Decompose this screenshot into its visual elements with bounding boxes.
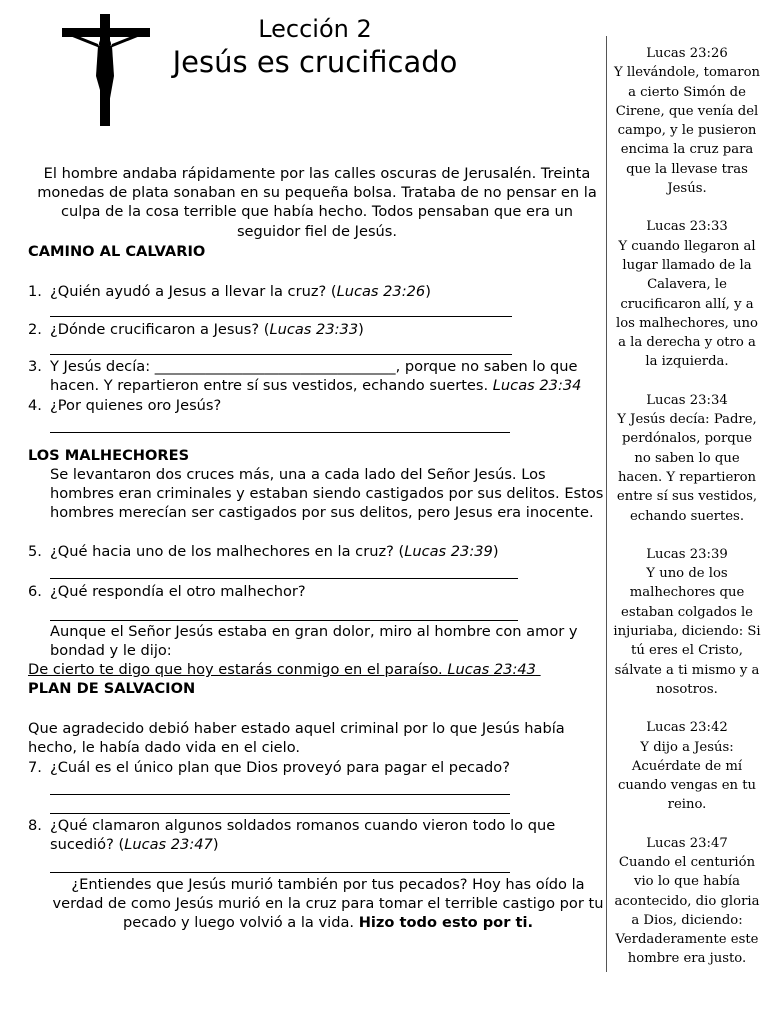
question-text: ¿Qué hacia uno de los malhechores en la cruz? ( (50, 543, 405, 560)
question-number: 5. (28, 543, 42, 560)
question-number: 8. (28, 817, 42, 834)
answer-line-2[interactable] (50, 354, 512, 355)
verse-block (612, 391, 762, 526)
lesson-number: Lección 2 (258, 15, 372, 43)
question-text: ¿Dónde crucificaron a Jesus? ( (50, 321, 270, 338)
verse-ref: Lucas 23:39 (646, 546, 728, 562)
question-text-cont: , porque no saben lo que hacen. Y repartieron entre sí sus vestidos, echando suertes. (50, 358, 578, 395)
section-heading-salvacion: PLAN DE SALVACION (28, 680, 196, 697)
answer-line-7a[interactable] (50, 794, 510, 795)
question-text: ¿Por quienes oro Jesús? (50, 397, 222, 414)
answer-line-8[interactable] (50, 872, 510, 873)
paren-close: ) (425, 283, 431, 300)
section-heading-calvario: CAMINO AL CALVARIO (28, 243, 206, 260)
verse-text: Cuando el centurión vio lo que había acontecido, dio gloria a Dios, diciendo: Verdaderamente este hombre era justo. (614, 854, 760, 967)
verse-block (612, 718, 762, 814)
answer-line-5[interactable] (50, 578, 518, 579)
verse-ref: Lucas 23:33 (646, 219, 728, 235)
malhechores-paragraph: Se levantaron dos cruces más, una a cada lado del Señor Jesús. Los hombres eran criminales y estaban siendo castigados por sus delitos. Estos hombres merecían ser castigados por sus delitos, pero Jesus era inocente. (50, 466, 604, 522)
verse-text: Y uno de los malhechores que estaban colgados le injuriaba, diciendo: Si tú eres el Cristo, sálvate a ti mismo y a nosotros. (613, 566, 761, 697)
question-text: ¿Qué respondía el otro malhechor? (50, 583, 306, 600)
answer-line-7b[interactable] (50, 813, 510, 814)
section-heading-malhechores: LOS MALHECHORES (28, 447, 190, 464)
question-3 (28, 357, 606, 395)
paradise-quote (28, 660, 606, 679)
closing-text: ¿Entiendes que Jesús murió también por tus pecados? Hoy has oído la verdad de como Jesús murió en la cruz para tomar el terrible castigo por tu pecado y luego volvió a la vida. (52, 876, 604, 932)
question-number: 4. (28, 397, 42, 414)
verse-reference: Lucas 23:39 (404, 543, 493, 560)
paren-close: ) (212, 836, 219, 854)
paren-close: ) (358, 321, 364, 338)
question-2 (28, 320, 606, 339)
verse-block (612, 44, 762, 198)
question-number: 2. (28, 321, 42, 338)
quote-text: De cierto te digo que hoy estarás conmigo en el paraíso. (28, 661, 448, 678)
verse-reference: Lucas 23:33 (269, 321, 359, 338)
question-4 (28, 396, 606, 415)
page-title: Jesús es crucificado (172, 45, 458, 79)
verse-block (612, 217, 762, 371)
question-5 (28, 542, 606, 561)
verse-text: Y cuando llegaron al lugar llamado de la Calavera, le crucificaron allí, y a los malhechores, uno a la derecha y otro a la izquierda. (615, 238, 758, 370)
answer-line-1[interactable] (50, 316, 512, 317)
answer-line-6[interactable] (50, 620, 518, 621)
paren-close: ) (492, 543, 499, 560)
question-number: 6. (28, 583, 42, 600)
question-6 (28, 582, 606, 601)
verse-text: Y llevándole, tomaron a cierto Simón de Cirene, que venía del campo, y le pusieron encima la cruz para que la llevase tras Jesús. (613, 65, 761, 197)
verse-reference: Lucas 23:43 (447, 661, 536, 678)
question-1 (28, 282, 606, 301)
question-text: Y Jesús decía: (50, 358, 155, 375)
question-number: 3. (28, 358, 42, 375)
question-number: 7. (28, 759, 42, 776)
verse-reference: Lucas 23:26 (336, 283, 426, 300)
question-8 (28, 816, 606, 854)
salvacion-paragraph: Que agradecido debió haber estado aquel criminal por lo que Jesús había hecho, le había dado vida en el cielo. (28, 720, 565, 757)
verse-ref: Lucas 23:47 (646, 835, 728, 851)
question-text: ¿Qué clamaron algunos soldados romanos cuando vieron todo lo que sucedió? ( (50, 817, 556, 854)
answer-line-4[interactable] (50, 432, 510, 433)
question-number: 1. (28, 283, 42, 300)
verse-text: Y dijo a Jesús: Acuérdate de mí cuando vengas en tu reino. (617, 739, 757, 813)
verse-block (612, 834, 762, 969)
verse-ref: Lucas 23:42 (646, 720, 728, 736)
question-7 (28, 758, 606, 777)
verse-ref: Lucas 23:26 (646, 46, 728, 61)
intro-paragraph: El hombre andaba rápidamente por las calles oscuras de Jerusalén. Treinta monedas de plata sonaban en su pequeña bolsa. Trataba de no pensar en la culpa de la cosa terrible que había hecho. Todos pensaban que era un seguidor fiel de Jesús. (37, 165, 597, 240)
closing-paragraph (50, 875, 606, 933)
love-paragraph: Aunque el Señor Jesús estaba en gran dolor, miro al hombre con amor y bondad y le dijo: (50, 623, 578, 660)
crucifix-image (60, 14, 152, 126)
column-divider (606, 36, 607, 972)
verse-sidebar (612, 44, 762, 988)
verse-reference: Lucas 23:34 (492, 377, 582, 395)
verse-text: Y Jesús decía: Padre, perdónalos, porque no saben lo que hacen. Y repartieron entre sí sus vestidos, echando suertes. (616, 412, 758, 524)
question-text: ¿Quién ayudó a Jesus a llevar la cruz? ( (50, 283, 337, 300)
verse-reference: Lucas 23:47 (124, 836, 213, 854)
closing-emphasis: Hizo todo esto por ti. (358, 914, 534, 932)
verse-block (612, 545, 762, 699)
fill-in-blank[interactable]: _________________________________ (154, 358, 396, 375)
question-text: ¿Cuál es el único plan que Dios proveyó para pagar el pecado? (50, 759, 510, 776)
verse-ref: Lucas 23:34 (646, 392, 728, 408)
